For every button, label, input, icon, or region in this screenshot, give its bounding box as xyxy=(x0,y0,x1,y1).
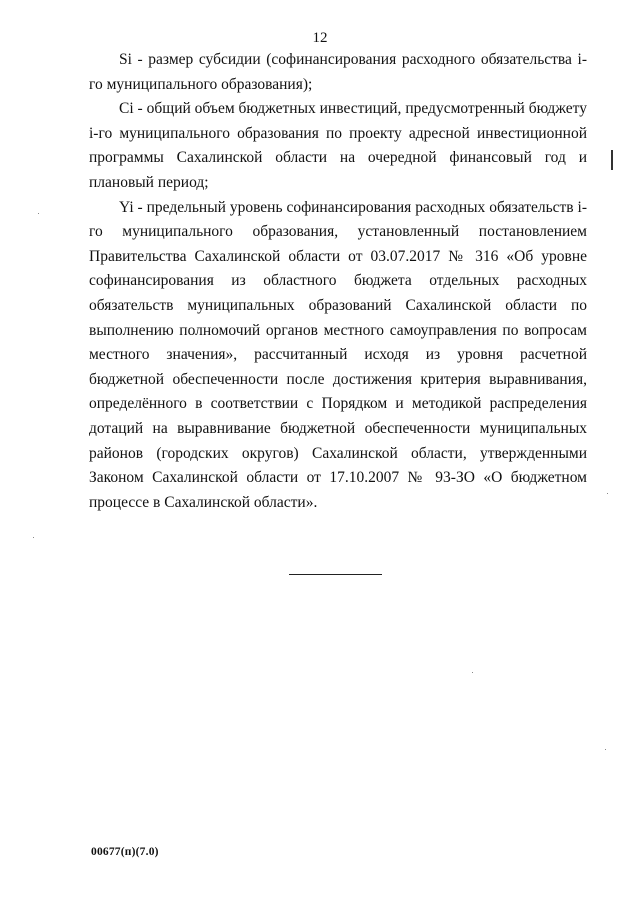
scan-speck xyxy=(472,672,473,673)
page-number: 12 xyxy=(312,30,328,46)
scan-speck xyxy=(33,537,34,538)
scan-artifact-mark xyxy=(611,150,613,170)
end-separator-line xyxy=(289,574,382,575)
scan-speck xyxy=(38,213,39,214)
document-code: 00677(п)(7.0) xyxy=(91,846,159,858)
scan-speck xyxy=(607,493,608,494)
paragraph-si-definition: Si - размер субсидии (софинансирования расходного обязательства i-го муниципального образования); xyxy=(89,51,587,93)
body-text xyxy=(89,48,587,515)
paragraph-yi-definition: Yi - предельный уровень софинансирования расходных обязательств i-го муниципального образования, установленный постановлением Правительства Сахалинской области от 03.07.2017 № 316 «Об уровне софинансирования из областного бюджета отдельных расходных обязательств муниципальных образований Сахалинской области по выполнению полномочий органов местного самоуправления по вопросам местного значения», рассчитанный исходя из уровня расчетной бюджетной обеспеченности после достижения критерия выравнивания, определённого в соответствии с Порядком и методикой распределения дотаций на выравнивание бюджетной обеспеченности муниципальных районов (городских округов) Сахалинской области, утвержденными Законом Сахалинской области от 17.10.2007 № 93-ЗО «О бюджетном процессе в Сахалинской области». xyxy=(89,198,587,511)
scan-speck xyxy=(605,749,606,750)
paragraph-ci-definition: Ci - общий объем бюджетных инвестиций, предусмотренный бюджету i-го муниципального образования по проекту адресной инвестиционной программы Сахалинской области на очередной финансовый год и плановый период; xyxy=(89,100,587,191)
